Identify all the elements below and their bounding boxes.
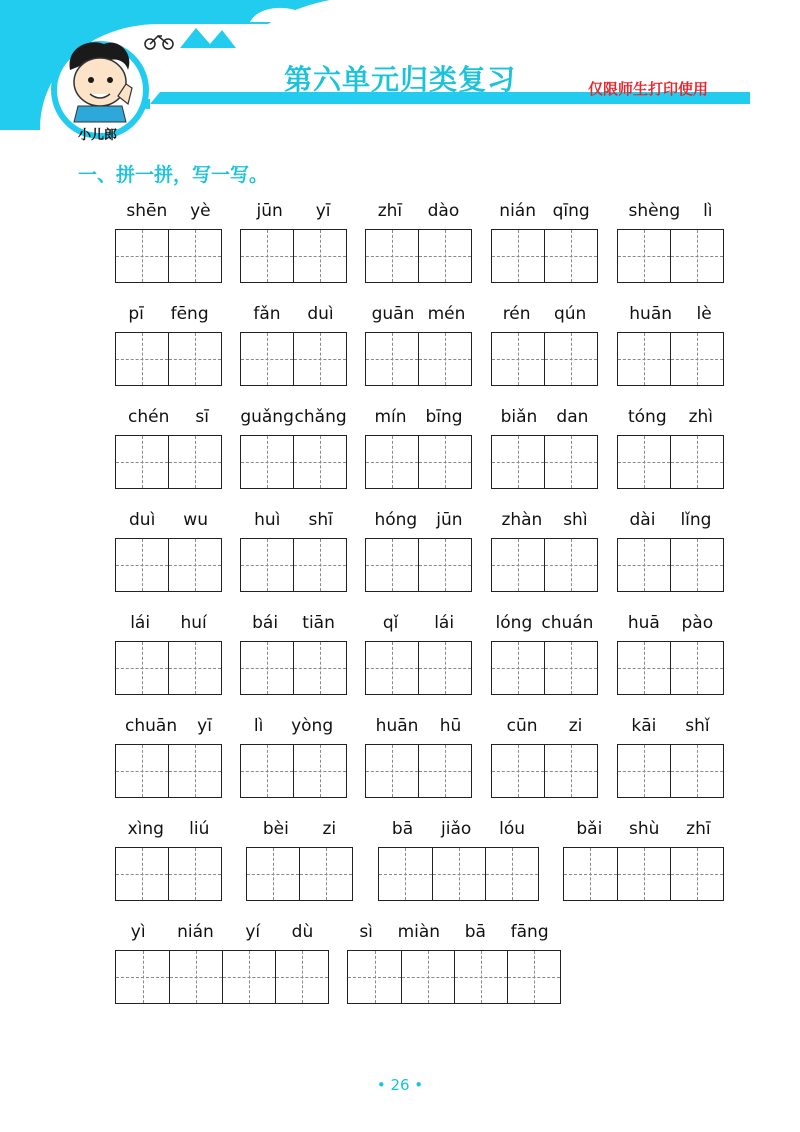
pinyin-word [365,715,472,799]
pinyin-syllable: dào [427,201,460,221]
pinyin-word [365,509,472,593]
tianzige-grid [365,641,472,695]
writing-box[interactable] [544,436,597,488]
writing-box[interactable] [116,333,168,385]
pinyin-word [491,509,598,593]
pinyin-syllables [246,818,353,840]
pinyin-syllables [365,200,472,222]
writing-box[interactable] [492,230,544,282]
writing-box[interactable] [492,333,544,385]
pinyin-syllable: hū [439,716,462,736]
writing-box[interactable] [116,951,169,1003]
pinyin-syllable: bīng [425,407,463,427]
pinyin-syllable: fēng [170,304,209,324]
tianzige-grid [115,538,222,592]
tianzige-grid [617,332,724,386]
pinyin-syllables [491,200,598,222]
writing-box[interactable] [544,745,597,797]
writing-box[interactable] [418,539,471,591]
writing-box[interactable] [564,848,617,900]
pinyin-syllables [240,612,347,634]
pinyin-syllable: shì [563,510,588,530]
tianzige-grid [365,229,472,283]
writing-box[interactable] [670,642,723,694]
pinyin-syllables [240,200,347,222]
pinyin-syllable: jūn [256,201,283,221]
writing-box[interactable] [485,848,538,900]
pinyin-word [491,200,598,284]
tianzige-grid [240,229,347,283]
pinyin-syllables [115,921,329,943]
tianzige-grid [365,744,472,798]
pinyin-word [617,406,724,490]
pinyin-syllable: mín [374,407,407,427]
pinyin-word [365,406,472,490]
pinyin-syllable: duì [129,510,156,530]
mascot-boy-illustration [70,42,132,122]
tianzige-grid [617,435,724,489]
writing-box[interactable] [168,539,221,591]
writing-box[interactable] [618,333,670,385]
writing-box[interactable] [418,436,471,488]
tianzige-grid [240,435,347,489]
pinyin-syllable: jūn [436,510,463,530]
writing-box[interactable] [293,539,346,591]
pinyin-syllables [240,509,347,531]
pinyin-syllable: wu [183,510,208,530]
tianzige-grid [347,950,561,1004]
writing-box[interactable] [401,951,454,1003]
pinyin-syllable: chǎng [294,407,347,427]
pinyin-word [115,303,222,387]
writing-box[interactable] [454,951,507,1003]
writing-box[interactable] [618,230,670,282]
tianzige-grid [365,332,472,386]
pinyin-syllable: zhì [688,407,714,427]
writing-box[interactable] [275,951,328,1003]
writing-box[interactable] [222,951,275,1003]
pinyin-syllable: shī [308,510,333,530]
writing-box[interactable] [241,436,293,488]
pinyin-word [491,303,598,387]
bicycle-icon [145,36,173,49]
tianzige-grid [115,641,222,695]
pinyin-syllable: yì [130,922,146,942]
writing-box[interactable] [293,333,346,385]
writing-box[interactable] [169,951,222,1003]
pinyin-syllable: shèng [628,201,681,221]
pinyin-syllable: jiǎo [441,819,472,839]
writing-box[interactable] [116,436,168,488]
writing-box[interactable] [366,230,418,282]
pinyin-syllables [563,818,724,840]
pinyin-syllable: zi [568,716,583,736]
pinyin-syllables [240,303,347,325]
pinyin-word [491,715,598,799]
pinyin-syllable: hóng [374,510,418,530]
tianzige-grid [246,847,353,901]
pinyin-syllable: zi [322,819,337,839]
pinyin-word [240,200,347,284]
writing-box[interactable] [241,333,293,385]
tianzige-grid [115,847,222,901]
pinyin-syllable: shù [629,819,660,839]
writing-box[interactable] [116,642,168,694]
writing-box[interactable] [670,230,723,282]
pinyin-word [617,612,724,696]
writing-box[interactable] [116,539,168,591]
tianzige-grid [617,538,724,592]
pinyin-syllable: guǎng [240,407,294,427]
pinyin-syllable: nián [177,922,214,942]
pinyin-syllables [617,509,724,531]
tianzige-grid [617,744,724,798]
writing-box[interactable] [418,333,471,385]
pinyin-syllable: huān [375,716,419,736]
pinyin-syllable: qīng [552,201,590,221]
writing-box[interactable] [544,333,597,385]
pinyin-syllable: lì [703,201,713,221]
pinyin-syllable: dài [629,510,656,530]
pinyin-syllable: fǎn [253,304,281,324]
pinyin-syllables [617,612,724,634]
pinyin-syllables [491,612,598,634]
writing-box[interactable] [241,642,293,694]
tianzige-grid [115,435,222,489]
writing-box[interactable] [366,436,418,488]
writing-box[interactable] [293,745,346,797]
pinyin-word [115,612,222,696]
print-notice: 仅限师生打印使用 [588,80,709,98]
pinyin-syllable: tiān [302,613,335,633]
writing-box[interactable] [293,436,346,488]
writing-box[interactable] [116,848,168,900]
pinyin-syllables [378,818,539,840]
writing-box[interactable] [247,848,299,900]
pinyin-syllable: miàn [397,922,441,942]
pinyin-syllables [491,406,598,428]
writing-box[interactable] [366,539,418,591]
pinyin-syllable: huí [180,613,207,633]
pinyin-word [240,509,347,593]
writing-box[interactable] [168,745,221,797]
pinyin-syllable: lǐng [680,510,712,530]
pinyin-syllable: lì [253,716,264,736]
writing-box[interactable] [379,848,432,900]
tianzige-grid [365,435,472,489]
pinyin-word [617,303,724,387]
page-title: 第六单元归类复习 [283,63,516,96]
pinyin-word [491,406,598,490]
pinyin-syllable: yí [245,922,261,942]
writing-box[interactable] [492,745,544,797]
tianzige-grid [240,332,347,386]
pinyin-syllable: biǎn [500,407,538,427]
page-number: • 26 • [376,1076,424,1094]
pinyin-word [115,406,222,490]
writing-box[interactable] [168,333,221,385]
pinyin-syllable: liú [189,819,210,839]
writing-box[interactable] [241,539,293,591]
pinyin-syllable: lái [130,613,151,633]
pinyin-syllable: huān [629,304,673,324]
writing-box[interactable] [116,745,168,797]
tianzige-grid [617,229,724,283]
pinyin-word [240,406,347,490]
mountain-shape [180,28,236,48]
writing-box[interactable] [293,230,346,282]
pinyin-syllables [115,509,222,531]
pinyin-word [617,715,724,799]
pinyin-word [365,200,472,284]
pinyin-syllables [115,818,222,840]
pinyin-syllable: duì [307,304,334,324]
writing-box[interactable] [670,333,723,385]
pinyin-word [115,509,222,593]
writing-box[interactable] [168,436,221,488]
pinyin-syllables [240,406,347,428]
writing-box[interactable] [544,230,597,282]
pinyin-word [246,818,353,902]
pinyin-syllable: bā [391,819,414,839]
tianzige-grid [240,641,347,695]
pinyin-syllables [347,921,561,943]
writing-box[interactable] [366,745,418,797]
writing-box[interactable] [432,848,485,900]
writing-box[interactable] [670,436,723,488]
writing-box[interactable] [544,642,597,694]
pinyin-syllable: huā [627,613,660,633]
tianzige-grid [491,744,598,798]
pinyin-syllable: kāi [631,716,657,736]
tianzige-grid [491,229,598,283]
writing-box[interactable] [366,333,418,385]
pinyin-syllable: chuán [541,613,594,633]
pinyin-syllable: qǐ [382,613,399,633]
pinyin-syllables [115,612,222,634]
tianzige-grid [115,744,222,798]
tianzige-grid [491,332,598,386]
pinyin-syllable: xìng [127,819,164,839]
writing-box[interactable] [241,230,293,282]
writing-box[interactable] [348,951,401,1003]
pinyin-syllable: zhī [377,201,403,221]
pinyin-syllable: shēn [126,201,168,221]
pinyin-word [115,200,222,284]
pinyin-word [240,715,347,799]
writing-box[interactable] [617,848,670,900]
pinyin-word [115,921,329,1005]
writing-box[interactable] [418,230,471,282]
tianzige-grid [491,641,598,695]
pinyin-syllables [115,303,222,325]
pinyin-word [115,715,222,799]
pinyin-word [617,509,724,593]
tianzige-grid [365,538,472,592]
pinyin-syllables [365,509,472,531]
pinyin-syllable: sì [359,922,373,942]
pinyin-word [378,818,539,902]
section-heading: 一、拼一拼，写一写。 [78,164,269,186]
writing-box[interactable] [418,745,471,797]
pinyin-syllable: fāng [510,922,549,942]
writing-box[interactable] [168,230,221,282]
pinyin-syllables [617,200,724,222]
tianzige-grid [240,538,347,592]
writing-box[interactable] [670,848,723,900]
pinyin-syllable: sī [195,407,209,427]
pinyin-word [347,921,561,1005]
tianzige-grid [115,950,329,1004]
pinyin-syllable: tóng [627,407,667,427]
pinyin-syllables [115,406,222,428]
tianzige-grid [240,744,347,798]
tianzige-grid [617,641,724,695]
pinyin-syllable: nián [499,201,536,221]
pinyin-syllables [491,509,598,531]
pinyin-word [365,612,472,696]
pinyin-syllable: cūn [506,716,538,736]
writing-box[interactable] [492,642,544,694]
tianzige-grid [115,229,222,283]
writing-box[interactable] [299,848,352,900]
pinyin-syllables [240,715,347,737]
pinyin-syllable: bǎi [576,819,603,839]
pinyin-syllable: mén [427,304,466,324]
pinyin-syllable: huì [254,510,281,530]
writing-box[interactable] [507,951,560,1003]
pinyin-syllables [617,406,724,428]
writing-box[interactable] [168,642,221,694]
pinyin-word [115,818,222,902]
pinyin-syllable: lóu [499,819,526,839]
pinyin-syllables [365,715,472,737]
pinyin-syllable: guān [371,304,415,324]
pinyin-syllable: chuān [125,716,178,736]
pinyin-syllable: bái [252,613,279,633]
pinyin-syllables [115,715,222,737]
writing-box[interactable] [618,539,670,591]
writing-box[interactable] [366,642,418,694]
pinyin-word [240,612,347,696]
pinyin-syllable: zhàn [501,510,543,530]
pinyin-syllable: yī [315,201,331,221]
pinyin-syllable: shǐ [685,716,710,736]
pinyin-syllable: zhī [686,819,711,839]
writing-box[interactable] [116,230,168,282]
pinyin-syllable: rén [502,304,531,324]
mascot-label: 小儿郎 [78,128,118,143]
pinyin-syllable: pào [681,613,714,633]
pinyin-syllable: qún [553,304,587,324]
pinyin-syllable: lóng [495,613,533,633]
pinyin-syllables [365,406,472,428]
pinyin-syllable: lè [696,304,712,324]
writing-box[interactable] [618,436,670,488]
writing-box[interactable] [293,642,346,694]
tianzige-grid [115,332,222,386]
pinyin-syllables [365,303,472,325]
pinyin-word [240,303,347,387]
pinyin-syllables [491,715,598,737]
pinyin-syllable: dù [291,922,314,942]
pinyin-syllable: lái [434,613,455,633]
pinyin-syllables [365,612,472,634]
writing-box[interactable] [670,745,723,797]
pinyin-syllables [617,303,724,325]
pinyin-word [365,303,472,387]
pinyin-syllable: dan [556,407,589,427]
pinyin-word [563,818,724,902]
pinyin-syllables [491,303,598,325]
writing-box[interactable] [544,539,597,591]
pinyin-syllable: yòng [291,716,334,736]
writing-box[interactable] [670,539,723,591]
pinyin-syllable: bā [464,922,486,942]
pinyin-syllable: yè [190,201,211,221]
pinyin-word [617,200,724,284]
pinyin-syllable: pī [128,304,144,324]
writing-box[interactable] [492,436,544,488]
tianzige-grid [563,847,724,901]
pinyin-word [491,612,598,696]
writing-box[interactable] [492,539,544,591]
tianzige-grid [491,538,598,592]
writing-box[interactable] [418,642,471,694]
pinyin-syllables [617,715,724,737]
pinyin-syllable: chén [128,407,170,427]
pinyin-syllables [115,200,222,222]
pinyin-syllable: yī [197,716,212,736]
writing-box[interactable] [168,848,221,900]
writing-box[interactable] [618,745,670,797]
tianzige-grid [491,435,598,489]
tianzige-grid [378,847,539,901]
pinyin-syllable: bèi [262,819,289,839]
writing-box[interactable] [241,745,293,797]
writing-box[interactable] [618,642,670,694]
